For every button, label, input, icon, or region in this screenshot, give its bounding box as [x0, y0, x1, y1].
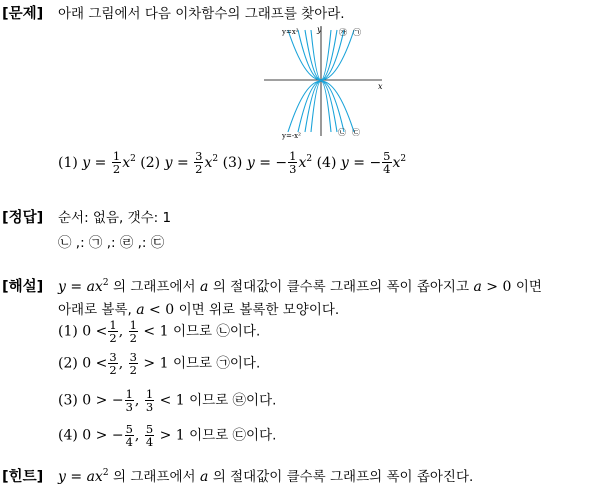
explanation-row-3: (3) 0 > − $\frac{1}{3}$ , $\frac{1}{3}$ < 1 이므로 ㉣이다.: [58, 387, 277, 414]
explanation-row-1: (1) 0 < $\frac{1}{2}$ , $\frac{1}{2}$ < 1 이므로 ㉡이다.: [58, 318, 261, 345]
circle-label-top-1: ㉮: [339, 28, 347, 37]
item-4: (4) y = − $\frac{5}{4}$ $x^2$: [316, 149, 407, 176]
answer-line-2: ㉡ ,: ㉠ ,: ㉣ ,: ㉢: [58, 235, 165, 251]
problem-prompt: 아래 그림에서 다음 이차함수의 그래프를 찾아라.: [58, 6, 345, 22]
explanation-row-4: (4) 0 > − $\frac{5}{4}$ , $\frac{5}{4}$ > 1 이므로 ㉢이다.: [58, 422, 277, 449]
hint-tag: [힌트]: [2, 469, 44, 485]
explanation-tag: [해설]: [2, 279, 44, 295]
circle-label-bottom-2: ㉢: [352, 128, 360, 137]
explanation-line-1: $y = ax^2$ 의 그래프에서 a 의 절대값이 클수록 그래프의 폭이 좁아지고 a > 0 이면: [58, 278, 542, 295]
item-2: (2) y = $\frac{3}{2}$ $x^2$: [140, 149, 219, 176]
answer-tag: [정답]: [2, 210, 44, 226]
label-y-eq-x2: y=x²: [282, 28, 299, 36]
answer-line-1: 순서: 없음, 갯수: 1: [58, 210, 172, 226]
item-1: (1) y = $\frac{1}{2}$ $x^2$: [58, 149, 136, 176]
hint-text: $y = ax^2$ 의 그래프에서 a 의 절대값이 클수록 그래프의 폭이 좁아진다.: [58, 468, 474, 485]
label-y-eq-neg-x2: y=-x²: [282, 132, 301, 140]
y-axis-label: y: [317, 25, 322, 34]
explanation-row-2: (2) 0 < $\frac{3}{2}$ , $\frac{3}{2}$ > 1 이므로 ㉠이다.: [58, 350, 261, 377]
problem-tag: [문제]: [2, 6, 44, 22]
item-3: (3) y = − $\frac{1}{3}$ $x^2$: [222, 149, 313, 176]
circle-label-top-2: ㉠: [353, 28, 361, 37]
explanation-line-2: 아래로 볼록, a < 0 이면 위로 볼록한 모양이다.: [58, 302, 340, 318]
problem-items: [58, 150, 406, 175]
x-axis-label: x: [378, 82, 383, 91]
circle-label-bottom-1: ㉡: [338, 128, 346, 137]
parabola-figure: [262, 22, 392, 142]
